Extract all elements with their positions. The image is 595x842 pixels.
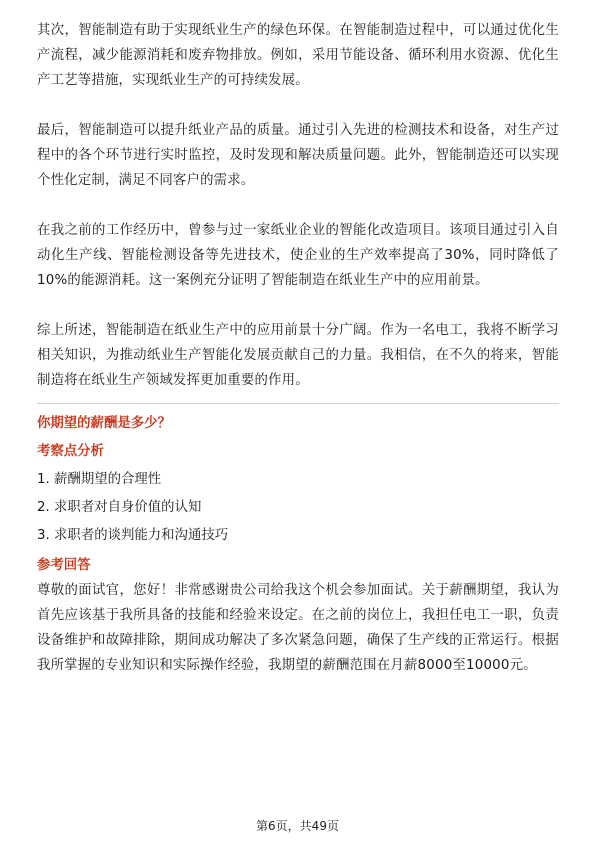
- list-item: 1. 薪酬期望的合理性: [37, 472, 162, 487]
- answer-text: 尊敬的面试官，您好！非常感谢贵公司给我这个机会参加面试。关于薪酬期望，我认为首先应该基于我所具备的技能和经验来设定。在之前的岗位上，我担任电工一职，负责设备维护和故障排除，期间成功解决了多次紧急问题，确保了生产线的正常运行。根据我所掌握的专业知识和实际操作经验，我期望的薪酬范围在月薪8000至10000元。: [37, 583, 559, 673]
- list-item: 2. 求职者对自身价值的认知: [37, 500, 202, 515]
- analysis-list: [37, 468, 559, 548]
- paragraph-experience: 在我之前的工作经历中，曾参与过一家纸业企业的智能化改造项目。该项目通过引入自动化生产线、智能检测设备等先进技术，使企业的生产效率提高了30%，同时降低了10%的能源消耗。这一案例充分证明了智能制造在纸业生产中的应用前景。: [37, 223, 559, 288]
- answer-heading: 参考回答: [37, 558, 91, 573]
- paragraph-summary: 综上所述，智能制造在纸业生产中的应用前景十分广阔。作为一名电工，我将不断学习相关知识，为推动纸业生产智能化发展贡献自己的力量。我相信，在不久的将来，智能制造将在纸业生产领域发挥更加重要的作用。: [37, 323, 559, 388]
- question-heading: 你期望的薪酬是多少？: [37, 416, 171, 431]
- section-divider: [37, 403, 559, 404]
- page-number-footer: 第6页，共49页: [256, 819, 339, 833]
- list-item: 3. 求职者的谈判能力和沟通技巧: [37, 528, 229, 543]
- analysis-heading: 考察点分析: [37, 444, 104, 459]
- paragraph-green-production: 其次，智能制造有助于实现纸业生产的绿色环保。在智能制造过程中，可以通过优化生产流程，减少能源消耗和废弃物排放。例如，采用节能设备、循环利用水资源、优化生产工艺等措施，实现纸业生产的可持续发展。: [37, 23, 559, 88]
- paragraph-quality: 最后，智能制造可以提升纸业产品的质量。通过引入先进的检测技术和设备，对生产过程中的各个环节进行实时监控，及时发现和解决质量问题。此外，智能制造还可以实现个性化定制，满足不同客户的需求。: [37, 123, 559, 188]
- document-page: [37, 18, 559, 678]
